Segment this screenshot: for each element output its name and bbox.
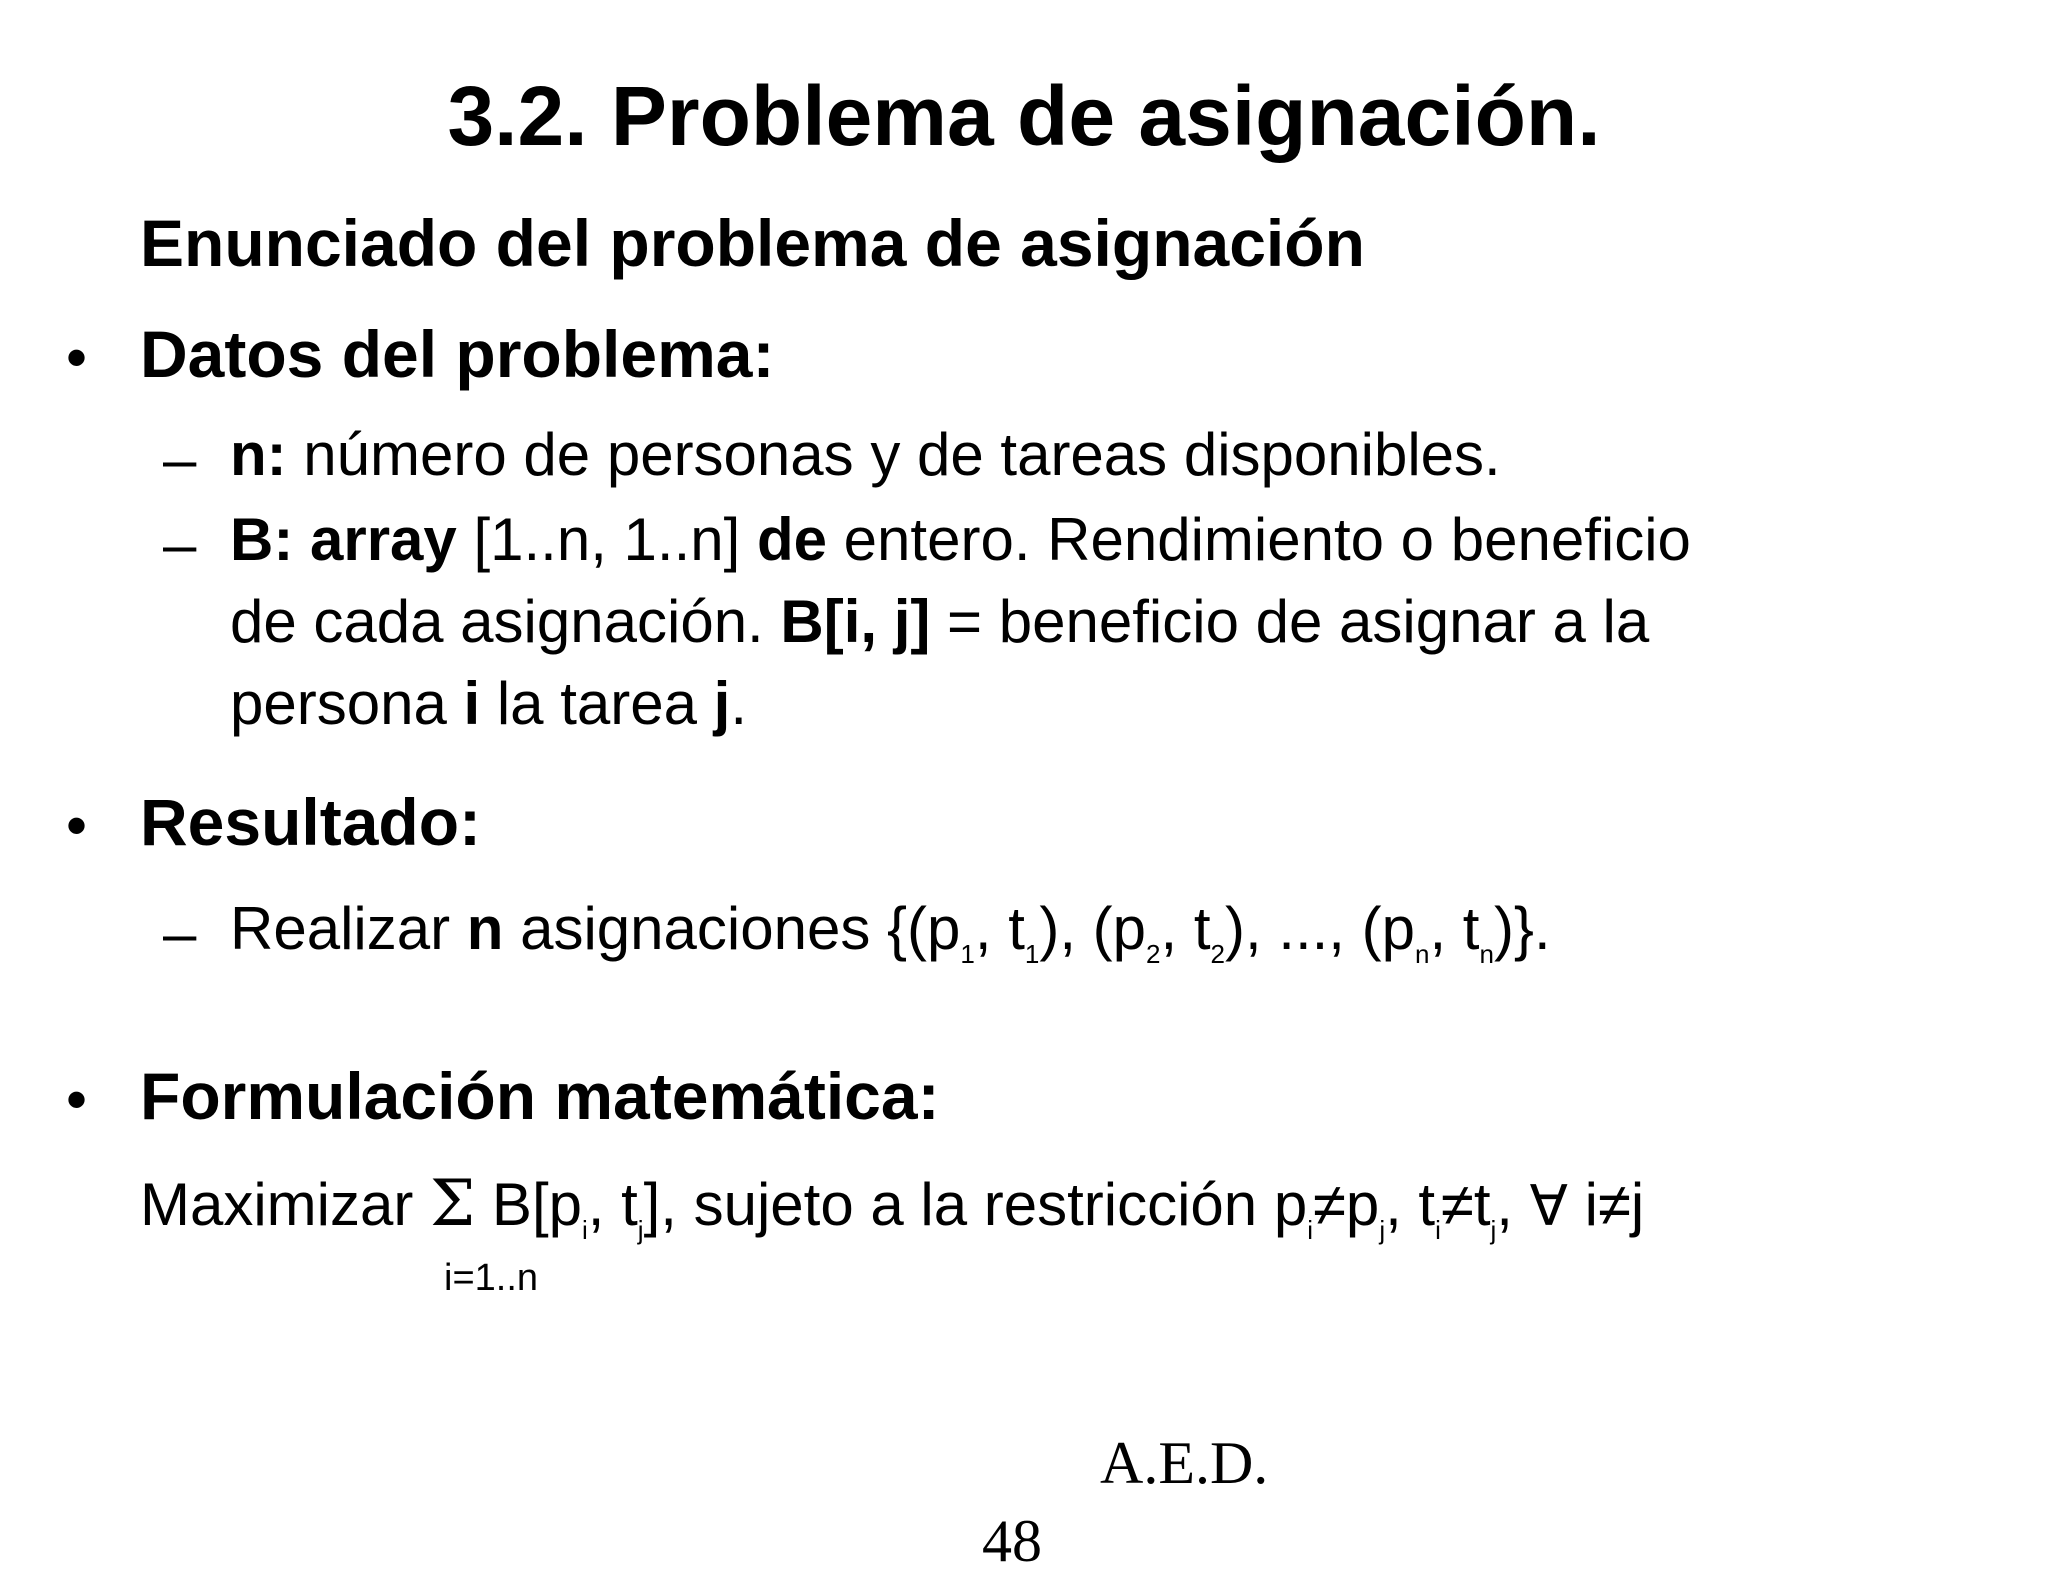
heading-resultado: Resultado: xyxy=(140,785,482,859)
formula-line xyxy=(140,1164,1644,1247)
formula-f7: , xyxy=(1496,1171,1530,1238)
formula-sub-6: j xyxy=(1490,1215,1497,1245)
res-c3: , t xyxy=(1160,895,1211,962)
formula-f1: B[p xyxy=(475,1171,582,1238)
b-line3-end: . xyxy=(730,670,747,737)
page-number: 48 xyxy=(982,1508,1042,1574)
term-bij: B[i, j] xyxy=(780,588,931,655)
formula-sub-1: i xyxy=(582,1215,588,1245)
formula-sub-5: i xyxy=(1435,1215,1441,1245)
slide-subheading: Enunciado del problema de asignación xyxy=(140,206,1365,280)
sub-1a: 1 xyxy=(960,939,975,969)
item-b-line2 xyxy=(230,581,1649,663)
bullet-formulacion: • xyxy=(66,1066,88,1133)
term-j: j xyxy=(713,670,731,737)
dash-item-n: – xyxy=(163,426,197,493)
item-n xyxy=(230,414,1501,496)
item-b-line1 xyxy=(230,499,1691,581)
term-i: i xyxy=(463,670,481,737)
b-line3-mid: la tarea xyxy=(480,670,714,737)
term-n: n: xyxy=(230,421,287,488)
res-c2: ), (p xyxy=(1039,895,1147,962)
sum-range: i=1..n xyxy=(444,1257,539,1299)
b-line2-start: de cada asignación. xyxy=(230,588,781,655)
res-end: )}. xyxy=(1493,895,1551,962)
b-range: [1..n, 1..n] xyxy=(456,506,757,573)
res-c4: ), ..., (p xyxy=(1224,895,1415,962)
sub-1b: 1 xyxy=(1024,939,1040,969)
formula-maximizar: Maximizar xyxy=(140,1171,431,1238)
sigma-symbol: Σ xyxy=(430,1167,476,1241)
formula-f6: ≠t xyxy=(1440,1171,1491,1238)
b-line3-start: persona xyxy=(230,670,464,737)
term-de: de xyxy=(756,506,828,573)
heading-formulacion: Formulación matemática: xyxy=(140,1059,940,1133)
formula-sub-2: j xyxy=(637,1215,644,1245)
formula-f3: ], sujeto a la restricción p xyxy=(643,1171,1308,1238)
formula-f5: , t xyxy=(1385,1171,1436,1238)
term-b-array: B: array xyxy=(230,506,457,573)
sub-2b: 2 xyxy=(1210,939,1225,969)
slide-title: 3.2. Problema de asignación. xyxy=(447,69,1601,163)
formula-f8: i≠j xyxy=(1567,1171,1645,1238)
bullet-resultado: • xyxy=(66,792,88,859)
formula-sub-4: j xyxy=(1379,1215,1386,1245)
item-resultado xyxy=(230,888,1551,970)
formula-f4: ≠p xyxy=(1313,1171,1380,1238)
formula-sub-3: i xyxy=(1307,1215,1313,1245)
bullet-datos: • xyxy=(66,324,88,391)
b-line2-rest: = beneficio de asignar a la xyxy=(930,588,1650,655)
footer-label: A.E.D. xyxy=(1100,1430,1269,1496)
dash-item-resultado: – xyxy=(163,900,197,967)
sub-na: n xyxy=(1415,939,1430,969)
sub-nb: n xyxy=(1479,939,1494,969)
res-mid: asignaciones {(p xyxy=(503,895,961,962)
dash-item-b: – xyxy=(163,511,197,578)
formula-f2: , t xyxy=(587,1171,638,1238)
heading-datos: Datos del problema: xyxy=(140,317,775,391)
res-c5: , t xyxy=(1429,895,1480,962)
res-prefix: Realizar xyxy=(230,895,467,962)
res-c1: , t xyxy=(974,895,1025,962)
forall-symbol: ∀ xyxy=(1529,1174,1568,1239)
sub-2a: 2 xyxy=(1146,939,1161,969)
b-line1-rest: entero. Rendimiento o beneficio xyxy=(827,506,1691,573)
item-n-text: número de personas y de tareas disponibles. xyxy=(286,421,1501,488)
res-n: n xyxy=(466,895,504,962)
item-b-line3 xyxy=(230,663,747,745)
